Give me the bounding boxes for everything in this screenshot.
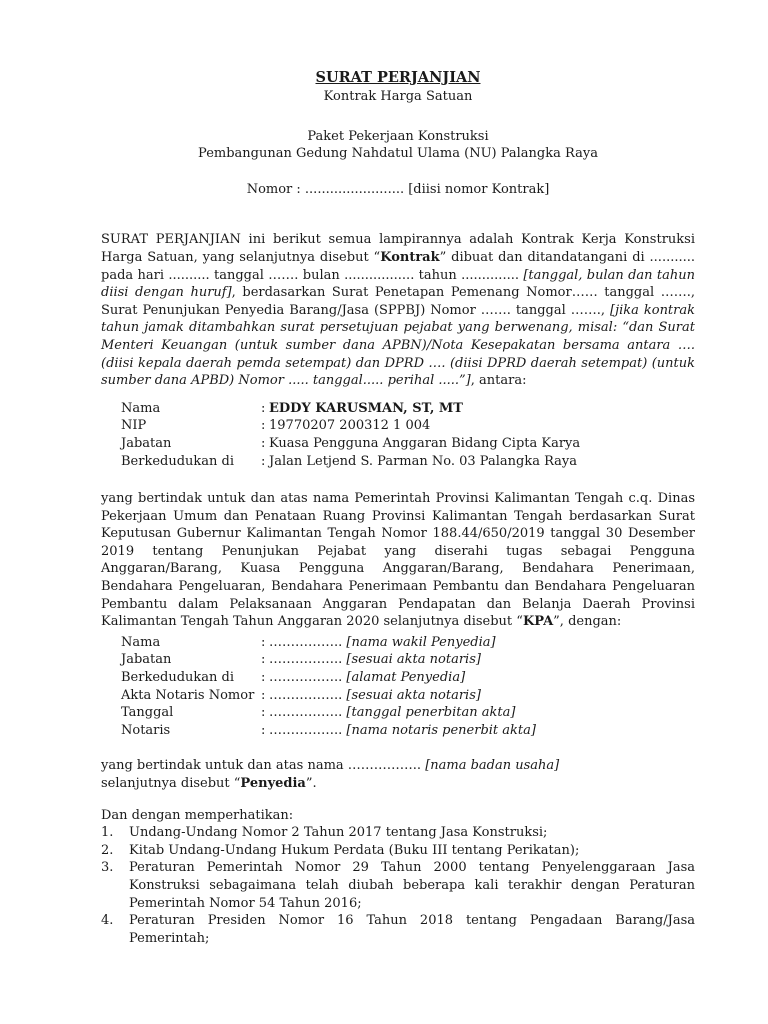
official-row-name: Nama : EDDY KARUSMAN, ST, MT: [121, 400, 695, 418]
provider-value: [tanggal penerbitan akta]: [346, 705, 516, 721]
authority-text-b: ”, dengan:: [553, 614, 622, 630]
opening-paragraph: [101, 231, 695, 389]
provider-paragraph: [101, 757, 695, 792]
provider-key: Berkedudukan di: [121, 670, 235, 686]
opening-text-d: , berdasarkan Surat Penetapan Pemenang Nomor…… tanggal ……., Surat Penunjukan Penyedia Barang/Jasa (SPPBJ) Nomor ……. tanggal …….,: [101, 285, 696, 318]
official-row-position: Jabatan : Kuasa Pengguna Anggaran Bidang Cipta Karya: [121, 435, 695, 453]
official-details: [121, 400, 695, 470]
provider-dots: ……………..: [269, 634, 343, 650]
provider-dots: ……………..: [269, 670, 343, 686]
provider-text-b: [nama badan usaha]: [425, 758, 560, 774]
provider-row: Akta Notaris Nomor : …………….. [sesuai akta notaris]: [121, 687, 481, 703]
provider-dots: ……………..: [269, 652, 343, 668]
provider-dots: ……………..: [269, 705, 343, 721]
kontrak-term: Kontrak: [380, 249, 440, 265]
document-title: SURAT PERJANJIAN: [315, 69, 481, 86]
provider-row: Berkedudukan di : …………….. [alamat Penyedia]: [121, 670, 466, 686]
opening-text-c: [tanggal, bulan dan tahun diisi dengan huruf]: [101, 267, 695, 301]
list-item-text: Kitab Undang-Undang Hukum Perdata (Buku III tentang Perikatan);: [129, 842, 580, 858]
opening-text-f: , antara:: [470, 373, 527, 389]
provider-row: Nama : …………….. [nama wakil Penyedia]: [121, 634, 496, 650]
list-item: [101, 912, 695, 947]
provider-text-a: yang bertindak untuk dan atas nama ……………..: [101, 758, 426, 774]
list-item: [101, 859, 695, 912]
provider-value: [sesuai akta notaris]: [346, 687, 481, 703]
provider-key: Tanggal: [121, 705, 174, 721]
list-item-text: Peraturan Pemerintah Nomor 29 Tahun 2000 tentang Penyelenggaraan Jasa Konstruksi sebagaimana telah diubah beberapa kali terakhir dengan Peraturan Pemerintah Nomor 54 Tahun 2016;: [129, 860, 695, 911]
opening-text-b: ” dibuat dan ditandatangani di ........... pada hari .......... tanggal ……. bulan ................. tahun ..............: [101, 249, 695, 283]
provider-dots: ……………..: [269, 687, 343, 703]
provider-row: Tanggal : …………….. [tanggal penerbitan akta]: [121, 705, 516, 721]
official-row-address: Berkedudukan di : Jalan Letjend S. Parman No. 03 Palangka Raya: [121, 453, 695, 471]
penyedia-term: Penyedia: [240, 776, 306, 791]
list-item: [101, 824, 695, 842]
official-value: Kuasa Pengguna Anggaran Bidang Cipta Karya: [269, 435, 581, 451]
list-item-number: 1.: [101, 825, 114, 841]
official-value: EDDY KARUSMAN, ST, MT: [269, 400, 463, 416]
document-subtitle: Kontrak Harga Satuan: [323, 89, 473, 104]
official-row-nip: NIP : 19770207 200312 1 004: [121, 417, 695, 435]
provider-details: [121, 634, 695, 740]
authority-text-a: yang bertindak untuk dan atas nama Pemerintah Provinsi Kalimantan Tengah c.q. Dinas Pekerjaan Umum dan Penataan Ruang Provinsi Kalimantan Tengah berdasarkan Surat Keputusan Gubernur Kalimantan Tengah Nomor 188.44/650/2019 tanggal 30 Desember 2019 tentang Penunjukan Pejabat yang diserahi tugas sebagai Pengguna Anggaran/Barang, Kuasa Pengguna Anggaran/Barang, Bendahara Penerimaan, Bendahara Pengeluaran, Bendahara Penerimaan Pembantu dan Bendahara Pengeluaran Pembantu dalam Pelaksanaan Anggaran Pendapatan dan Belanja Daerah Provinsi Kalimantan Tengah Tahun Anggaran 2020 selanjutnya disebut “: [101, 491, 695, 630]
provider-key: Nama: [121, 634, 161, 650]
opening-text-e: [jika kontrak tahun jamak ditambahkan surat persetujuan pejabat yang berwenang, misal: “dan Surat Menteri Keuangan (untuk sumber dana APBN)/Nota Kesepakatan bersama antara …. (diisi kepala daerah pemda setempat) dan DPRD …. (diisi DPRD daerah setempat) (untuk sumber dana APBD) Nomor ..... tanggal..... perihal .....”]: [101, 302, 696, 389]
provider-key: Notaris: [121, 722, 171, 738]
provider-text-c: selanjutnya disebut “: [101, 776, 241, 791]
official-value: 19770207 200312 1 004: [269, 418, 431, 434]
list-item: [101, 842, 695, 860]
official-key: Nama: [121, 400, 161, 416]
provider-dots: ……………..: [269, 722, 343, 738]
authority-paragraph: [101, 490, 695, 631]
official-key: Berkedudukan di: [121, 453, 235, 469]
official-value: Jalan Letjend S. Parman No. 03 Palangka Raya: [269, 453, 578, 469]
contract-number: Nomor : ........................ [diisi nomor Kontrak]: [246, 181, 550, 197]
list-item-text: Peraturan Presiden Nomor 16 Tahun 2018 tentang Pengadaan Barang/Jasa Pemerintah;: [129, 913, 695, 946]
official-key: Jabatan: [121, 435, 172, 451]
official-key: NIP: [121, 418, 147, 434]
document-page: [101, 68, 695, 947]
considering-list: [101, 824, 695, 947]
provider-row: Jabatan : …………….. [sesuai akta notaris]: [121, 652, 481, 668]
list-item-number: 4.: [101, 913, 114, 929]
kpa-term: KPA: [522, 614, 554, 630]
list-item-number: 2.: [101, 842, 114, 858]
list-item-text: Undang-Undang Nomor 2 Tahun 2017 tentang Jasa Konstruksi;: [129, 825, 548, 841]
provider-key: Jabatan: [121, 652, 172, 668]
considering-intro: Dan dengan memperhatikan:: [101, 807, 294, 823]
list-item-number: 3.: [101, 860, 114, 876]
provider-row: Notaris : …………….. [nama notaris penerbit akta]: [121, 722, 536, 738]
package-line-2: Pembangunan Gedung Nahdatul Ulama (NU) Palangka Raya: [198, 146, 598, 162]
provider-value: [nama wakil Penyedia]: [346, 634, 496, 650]
provider-key: Akta Notaris Nomor: [121, 687, 255, 703]
opening-text-a: SURAT PERJANJIAN ini berikut semua lampirannya adalah Kontrak Kerja Konstruksi Harga Satuan, yang selanjutnya disebut “: [101, 232, 695, 265]
provider-value: [nama notaris penerbit akta]: [346, 722, 536, 738]
provider-value: [sesuai akta notaris]: [346, 652, 481, 668]
provider-text-d: ”.: [305, 776, 317, 791]
provider-value: [alamat Penyedia]: [346, 670, 466, 686]
package-line-1: Paket Pekerjaan Konstruksi: [307, 128, 489, 144]
